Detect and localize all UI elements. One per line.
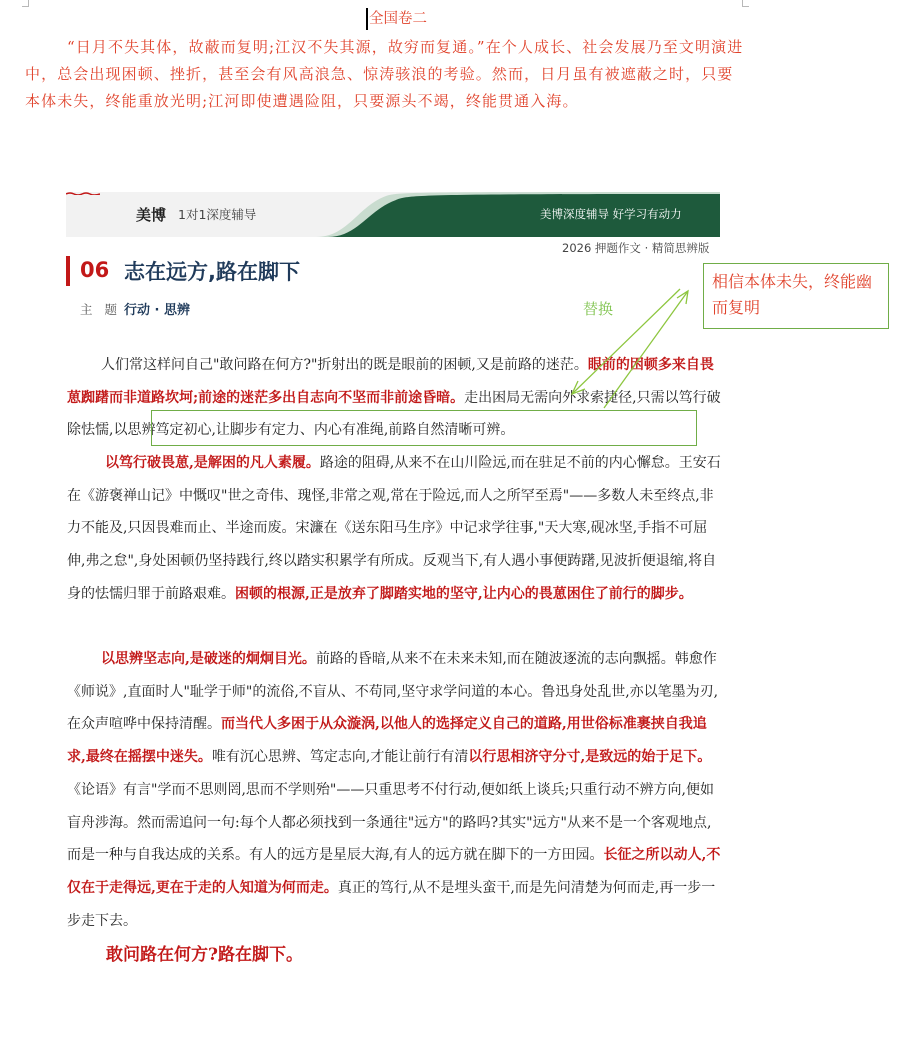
document-heading[interactable]: 全国卷二 bbox=[369, 11, 427, 27]
banner-slogan: 美博深度辅导 好学习有动力 bbox=[540, 207, 682, 221]
essay-emphasis: 眼前的困顿多来自畏葸踟躇而非道路坎坷;前途的迷茫多出自志向不坚而非前途昏暗。 bbox=[67, 357, 714, 406]
replace-annotation[interactable]: 替换 bbox=[583, 300, 614, 318]
essay-text: 走出困局无需向外求索捷径,只需以笃行破除怯懦,以思辨笃定初心,让脚步有定力、内心有准绳,前路自然清晰可辨。 bbox=[67, 389, 721, 439]
essay-text: 前路的昏暗,从来不在未来未知,而在随波逐流的志向飘摇。韩愈作《师说》,直面时人"耻学于师"的流俗,不盲从、不苟同,坚守求学问道的本心。鲁迅身处乱世,亦以笔墨为刃,在众声喧哗中保持清醒。 bbox=[67, 651, 719, 733]
comment-text[interactable]: 相信本体未失，终能幽而复明 bbox=[712, 272, 873, 317]
brand-logo: 美博 bbox=[136, 206, 167, 224]
chapter-number: 06 bbox=[80, 258, 110, 282]
essay-closing: 敢问路在何方?路在脚下。 bbox=[106, 945, 303, 965]
essay-text: 《论语》有言"学而不思则罔,思而不学则殆"——只重思考不付行动,便如纸上谈兵;只重行动不辨方向,便如盲舟涉海。然而需追问一句:每个人都必须找到一条通往"远方"的路吗?其实"远方"从来不是一个客观地点,而是一种与自我达成的关系。有人的远方是星辰大海,有人的远方就在脚下的一方田园。 bbox=[67, 781, 714, 864]
chapter-title: 志在远方,路在脚下 bbox=[124, 260, 300, 284]
theme-label: 主 题 bbox=[80, 302, 121, 317]
essay-text: 人们常这样问自己"敢问路在何方?"折射出的既是眼前的困顿,又是前路的迷茫。 bbox=[101, 357, 588, 373]
essay-emphasis: 以笃行破畏葸,是解困的凡人素履。 bbox=[105, 455, 320, 471]
essay-emphasis: 困顿的根源,正是放弃了脚踏实地的坚守,让内心的畏葸困住了前行的脚步。 bbox=[235, 585, 693, 602]
essay-emphasis: 长征之所以动人,不仅在于走得远,更在于走的人知道为何而走。 bbox=[67, 847, 721, 896]
document-paragraph[interactable]: “日月不失其体，故蔽而复明;江汉不失其源，故穷而复通。”在个人成长、社会发展乃至文明演进中，总会出现困顿、挫折，甚至会有风高浪急、惊涛骇浪的考验。然而，日月虽有被遮蔽之时，只要本体未失，终能重放光明;江河即使遭遇险阻，只要源头不竭，终能贯通入海。 bbox=[25, 38, 744, 110]
arrow-line-to-comment bbox=[604, 291, 688, 408]
edition-label: 2026 押题作文 · 精简思辨版 bbox=[562, 241, 710, 255]
essay-emphasis: 以行思相济守分寸,是致远的始于足下。 bbox=[468, 749, 712, 766]
essay-text: 唯有沉心思辨、笃定志向,才能让前行有清 bbox=[211, 749, 469, 766]
essay-text: 真正的笃行,从不是埋头蛮干,而是先问清楚为何而走,再一步一步走下去。 bbox=[67, 879, 716, 929]
essay-emphasis: 而当代人多困于从众漩涡,以他人的选择定义自己的道路,用世俗标准裹挟自我追求,最终在摇摆中迷失。 bbox=[67, 716, 707, 766]
essay-text: 路途的阻碍,从来不在山川险远,而在驻足不前的内心懈怠。王安石在《游褒禅山记》中慨叹"世之奇伟、瑰怪,非常之观,常在于险远,而人之所罕至焉"——多数人未至终点,非力不能及,只因畏难而止、半途而废。宋濂在《送东阳马生序》中记求学往事,"天大寒,砚冰坚,手指不可屈伸,弗之怠",身处困顿仍坚持践行,终以踏实积累学有所成。反观当下,有人遇小事便踌躇,见波折便退缩,将自身的怯懦归罪于前路艰难。 bbox=[67, 455, 721, 602]
brand-subtitle: 1对1深度辅导 bbox=[178, 207, 257, 222]
theme-value: 行动 · 思辨 bbox=[124, 303, 190, 318]
essay-emphasis: 以思辨坚志向,是破迷的炯炯目光。 bbox=[101, 651, 316, 667]
